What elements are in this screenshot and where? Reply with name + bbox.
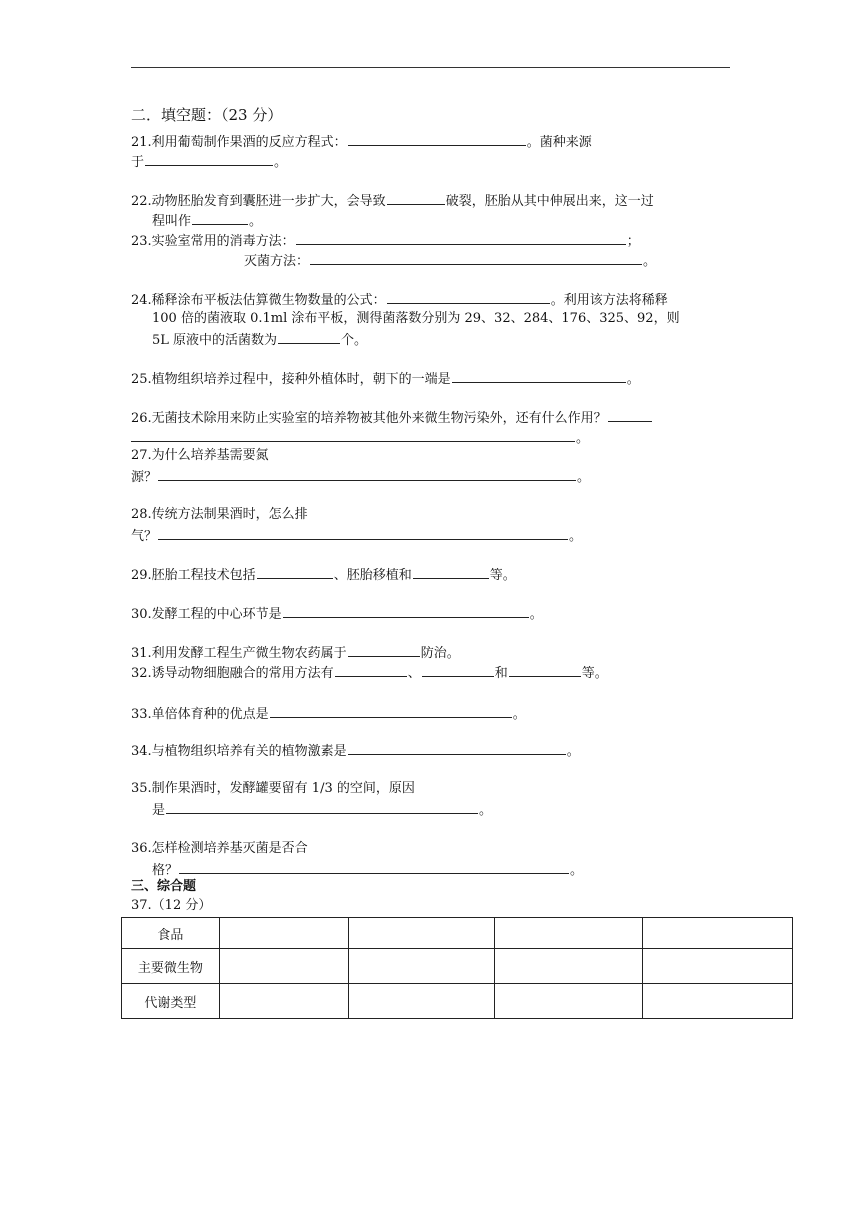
answer-blank[interactable] <box>296 232 626 245</box>
section-2-title: 二．填空题：（23 分） <box>131 106 283 124</box>
answer-blank[interactable] <box>179 861 569 874</box>
answer-table <box>121 917 793 1019</box>
question-23: 23.实验室常用的消毒方法： ； <box>131 234 640 249</box>
table-cell[interactable] <box>643 984 793 1019</box>
table-cell[interactable] <box>643 949 793 984</box>
answer-blank[interactable] <box>310 252 642 265</box>
question-27-cont: 源？ 。 <box>131 470 591 485</box>
question-35: 35.制作果酒时，发酵罐要留有 1/3 的空间，原因 <box>131 781 415 796</box>
answer-blank[interactable] <box>158 468 576 481</box>
question-35-cont: 是 。 <box>152 803 493 818</box>
table-cell[interactable] <box>219 918 348 949</box>
question-30: 30.发酵工程的中心环节是 。 <box>131 607 543 622</box>
answer-blank[interactable] <box>422 664 494 677</box>
table-cell[interactable] <box>348 918 495 949</box>
question-24-cont2: 5L 原液中的活菌数为 个。 <box>152 333 368 348</box>
answer-blank[interactable] <box>348 644 420 657</box>
answer-blank[interactable] <box>192 212 248 225</box>
question-37-label: 37.（12 分） <box>131 898 212 913</box>
answer-blank[interactable] <box>270 705 512 718</box>
question-25: 25.植物组织培养过程中，接种外植体时，朝下的一端是 。 <box>131 372 640 387</box>
table-cell[interactable] <box>219 984 348 1019</box>
question-32: 32.诱导动物细胞融合的常用方法有 、 和 等。 <box>131 666 608 681</box>
question-31: 31.利用发酵工程生产微生物农药属于 防治。 <box>131 646 460 661</box>
answer-blank[interactable] <box>348 133 526 146</box>
table-cell[interactable] <box>495 949 643 984</box>
answer-blank[interactable] <box>387 192 445 205</box>
table-row <box>122 918 793 949</box>
answer-blank[interactable] <box>278 331 340 344</box>
answer-blank[interactable] <box>131 429 575 442</box>
answer-blank[interactable] <box>166 801 478 814</box>
table-cell[interactable] <box>348 949 495 984</box>
header-rule <box>131 67 730 68</box>
question-21-cont: 于 。 <box>131 155 288 170</box>
question-33: 33.单倍体育种的优点是 。 <box>131 707 526 722</box>
question-36-cont: 格？ 。 <box>152 863 584 878</box>
question-28: 28.传统方法制果酒时，怎么排 <box>131 507 308 522</box>
table-row <box>122 949 793 984</box>
answer-blank[interactable] <box>348 742 566 755</box>
answer-blank[interactable] <box>387 291 550 304</box>
answer-blank[interactable] <box>257 566 333 579</box>
table-cell[interactable] <box>219 949 348 984</box>
answer-blank[interactable] <box>413 566 489 579</box>
answer-blank[interactable] <box>158 527 568 540</box>
question-23-cont: 灭菌方法： 。 <box>244 254 657 269</box>
row-header: 主要微生物 <box>122 949 220 984</box>
table-cell[interactable] <box>643 918 793 949</box>
question-22: 22.动物胚胎发育到囊胚进一步扩大，会导致 破裂，胚胎从其中伸展出来，这一过 <box>131 194 654 209</box>
question-27: 27.为什么培养基需要氮 <box>131 448 269 463</box>
answer-blank[interactable] <box>145 153 273 166</box>
table-cell[interactable] <box>495 984 643 1019</box>
question-22-cont: 程叫作 。 <box>152 214 263 229</box>
answer-blank[interactable] <box>608 409 652 422</box>
table-row <box>122 984 793 1019</box>
question-26-cont: 。 <box>131 429 589 447</box>
table-cell[interactable] <box>348 984 495 1019</box>
question-36: 36.怎样检测培养基灭菌是否合 <box>131 841 308 856</box>
question-29: 29.胚胎工程技术包括 、胚胎移植和 等。 <box>131 568 516 583</box>
row-header: 食品 <box>122 918 220 949</box>
table-cell[interactable] <box>495 918 643 949</box>
question-34: 34.与植物组织培养有关的植物激素是 。 <box>131 744 580 759</box>
row-header: 代谢类型 <box>122 984 220 1019</box>
answer-blank[interactable] <box>452 370 626 383</box>
section-3-title: 三、综合题 <box>131 879 197 894</box>
answer-blank[interactable] <box>283 605 529 618</box>
question-24: 24.稀释涂布平板法估算微生物数量的公式： 。利用该方法将稀释 <box>131 293 668 308</box>
question-26: 26.无菌技术除用来防止实验室的培养物被其他外来微生物污染外，还有什么作用？ <box>131 409 653 427</box>
question-28-cont: 气？ 。 <box>131 529 583 544</box>
answer-blank[interactable] <box>509 664 581 677</box>
question-24-cont: 100 倍的菌液取 0.1ml 涂布平板，测得菌落数分别为 29、32、284、176、325、92，则 <box>152 311 680 326</box>
answer-blank[interactable] <box>335 664 407 677</box>
question-21: 21.利用葡萄制作果酒的反应方程式： 。菌种来源 <box>131 135 592 150</box>
